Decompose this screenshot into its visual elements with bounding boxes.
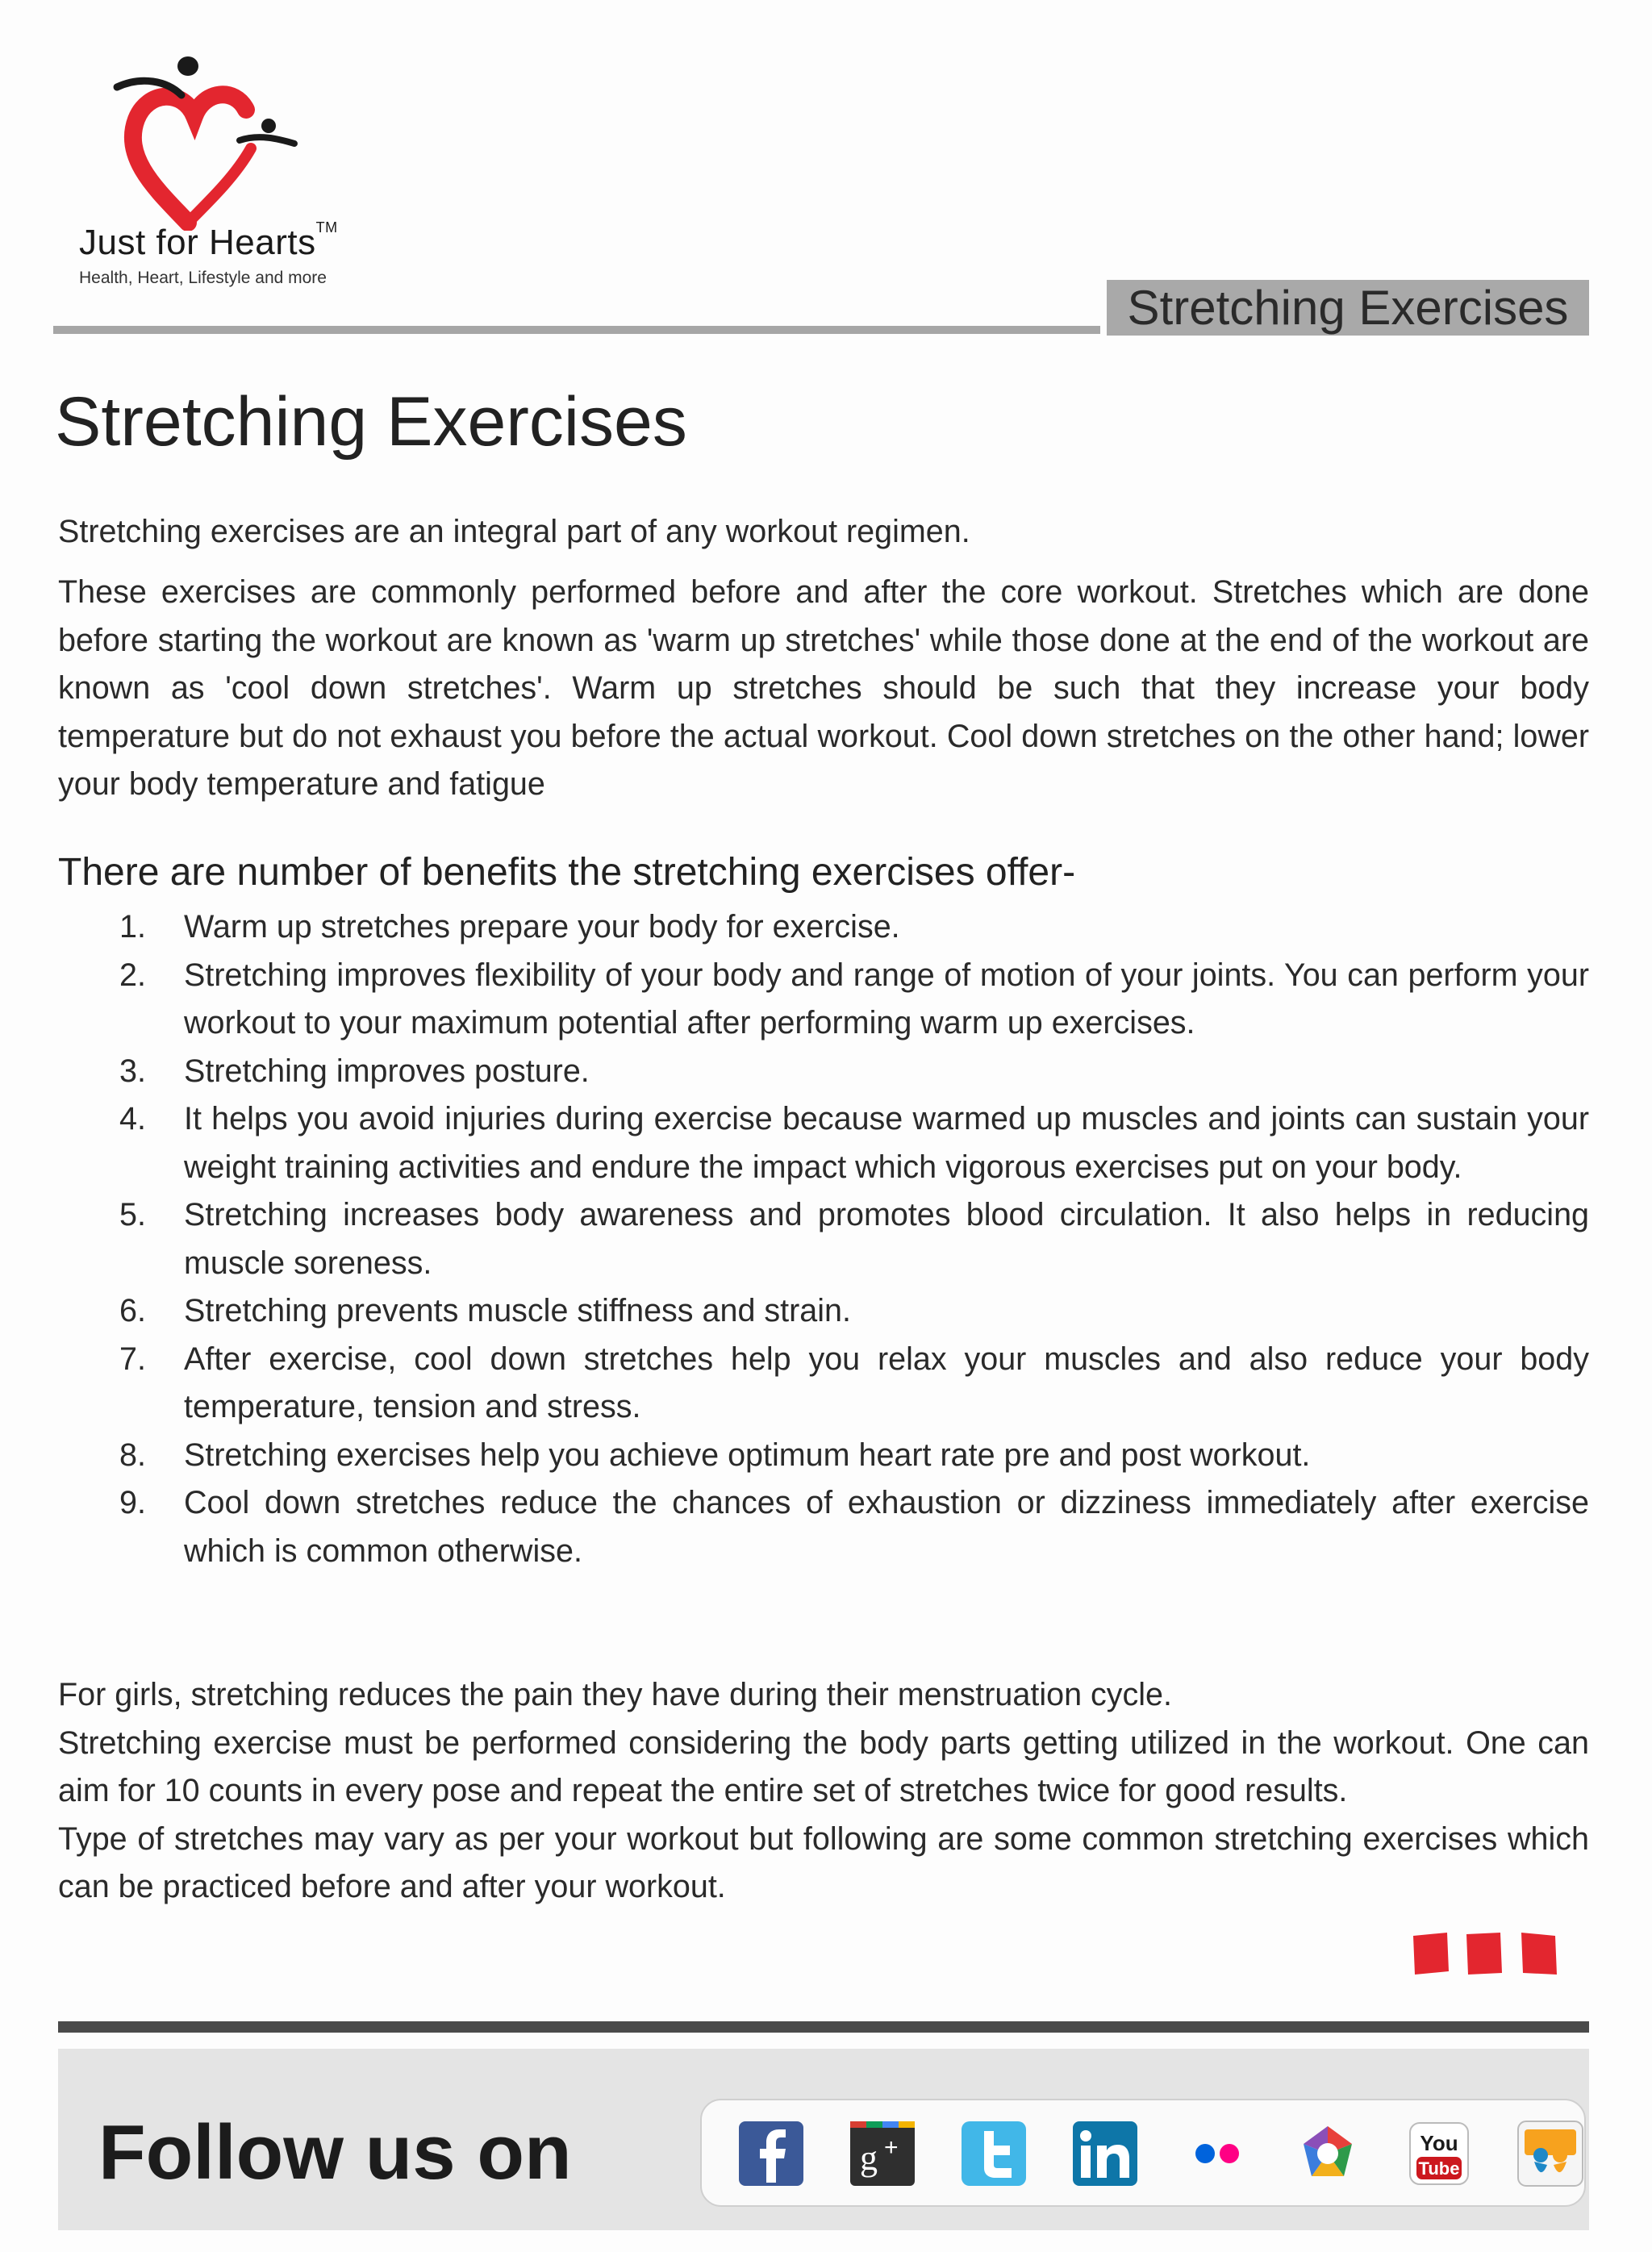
google-plus-icon[interactable] bbox=[849, 2120, 916, 2187]
benefits-list bbox=[58, 903, 1589, 1575]
twitter-icon[interactable] bbox=[960, 2120, 1028, 2187]
list-item bbox=[58, 1095, 1589, 1191]
section-tab: Stretching Exercises bbox=[1107, 280, 1589, 336]
list-item bbox=[58, 1479, 1589, 1575]
list-item bbox=[58, 1048, 1589, 1096]
page-title: Stretching Exercises bbox=[55, 383, 687, 461]
list-text: It helps you avoid injuries during exercise because warmed up muscles and joints can sustain your weight training activities and endure the impact which vigorous exercises put on your body. bbox=[184, 1101, 1589, 1185]
picasa-icon[interactable] bbox=[1294, 2120, 1362, 2187]
trademark-mark: TM bbox=[315, 219, 338, 236]
list-text: Stretching increases body awareness and promotes blood circulation. It also helps in reducing muscle soreness. bbox=[184, 1197, 1589, 1281]
list-item bbox=[58, 1336, 1589, 1432]
youtube-icon[interactable] bbox=[1405, 2120, 1473, 2187]
list-text: After exercise, cool down stretches help you relax your muscles and also reduce your body temperature, tension and stress. bbox=[184, 1341, 1589, 1424]
closing-line: Stretching exercise must be performed considering the body parts getting utilized in the workout. One can aim for 10 counts in every pose and repeat the entire set of stretches twice for good results. bbox=[58, 1724, 1589, 1808]
list-number: 6. bbox=[119, 1293, 146, 1328]
svg-text:Tube: Tube bbox=[1418, 2158, 1460, 2179]
list-item bbox=[58, 1287, 1589, 1336]
list-number: 9. bbox=[119, 1485, 146, 1520]
just-for-hearts-logo[interactable] bbox=[109, 53, 319, 231]
list-item bbox=[58, 1191, 1589, 1287]
list-number: 3. bbox=[119, 1053, 146, 1089]
list-text: Stretching improves flexibility of your body and range of motion of your joints. You can perform your workout to your maximum potential after performing warm up exercises. bbox=[184, 957, 1589, 1041]
list-item bbox=[58, 1432, 1589, 1480]
list-number: 5. bbox=[119, 1197, 146, 1232]
closing-paragraphs bbox=[58, 1671, 1589, 1912]
list-number: 1. bbox=[119, 909, 146, 945]
follow-us-label: Follow us on bbox=[98, 2109, 572, 2196]
brand-tagline: Health, Heart, Lifestyle and more bbox=[79, 269, 327, 287]
linkedin-icon[interactable] bbox=[1071, 2120, 1139, 2187]
list-text: Stretching exercises help you achieve optimum heart rate pre and post workout. bbox=[184, 1437, 1311, 1473]
intro-paragraph: These exercises are commonly performed before and after the core workout. Stretches which are done before starting the workout are known as 'warm up stretches' while those done at the end of the workout are known as 'cool down stretches'. Warm up stretches should be such that they increase your body temperature but do not exhaust you before the actual workout. Cool down stretches on the other hand; lower your body temperature and fatigue bbox=[58, 574, 1589, 802]
closing-line: For girls, stretching reduces the pain they have during their menstruation cycle. bbox=[58, 1677, 1172, 1712]
svg-text:+: + bbox=[884, 2134, 899, 2161]
closing-line: Type of stretches may vary as per your workout but following are some common stretching exercises which can be practiced before and after your workout. bbox=[58, 1820, 1589, 1904]
list-text: Warm up stretches prepare your body for exercise. bbox=[184, 909, 900, 945]
svg-text:g: g bbox=[860, 2138, 878, 2178]
list-item bbox=[58, 952, 1589, 1048]
list-number: 2. bbox=[119, 957, 146, 993]
svg-text:You: You bbox=[1420, 2131, 1458, 2155]
list-item bbox=[58, 903, 1589, 952]
footer-divider bbox=[58, 2021, 1589, 2033]
list-number: 8. bbox=[119, 1437, 146, 1473]
slideshare-icon[interactable] bbox=[1516, 2120, 1584, 2187]
next-page-squares-icon[interactable] bbox=[1410, 1929, 1563, 1978]
list-number: 7. bbox=[119, 1341, 146, 1377]
brand-name: Just for Hearts™ bbox=[79, 219, 338, 262]
list-number: 4. bbox=[119, 1101, 146, 1136]
list-text: Stretching improves posture. bbox=[184, 1053, 590, 1089]
list-text: Cool down stretches reduce the chances of exhaustion or dizziness immediately after exercise which is common otherwise. bbox=[184, 1485, 1589, 1569]
benefits-heading: There are number of benefits the stretching exercises offer- bbox=[58, 851, 1076, 894]
social-links bbox=[700, 2099, 1586, 2207]
header-divider bbox=[53, 326, 1100, 334]
flickr-icon[interactable] bbox=[1183, 2120, 1250, 2187]
facebook-icon[interactable] bbox=[737, 2120, 805, 2187]
list-text: Stretching prevents muscle stiffness and strain. bbox=[184, 1293, 851, 1328]
intro-line: Stretching exercises are an integral part of any workout regimen. bbox=[58, 514, 970, 549]
